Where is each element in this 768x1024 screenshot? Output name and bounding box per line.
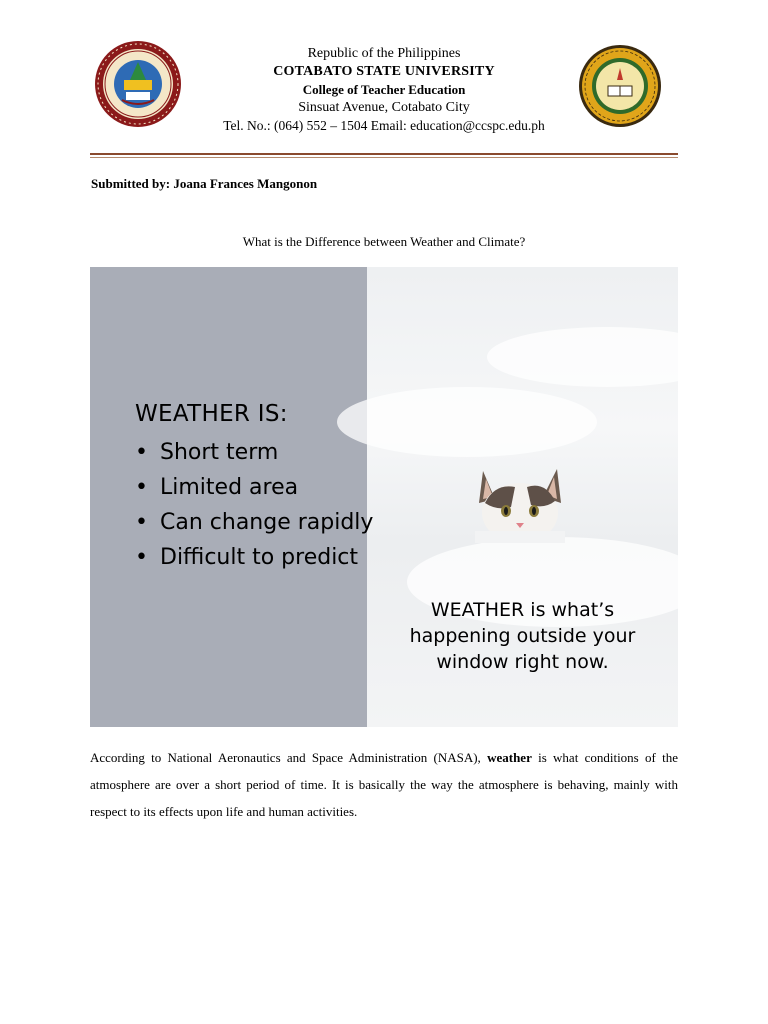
republic-line: Republic of the Philippines xyxy=(307,46,461,61)
slide-bullet-item xyxy=(135,505,373,540)
body-paragraph xyxy=(90,744,678,825)
bullet-text: Difficult to predict xyxy=(160,545,359,570)
slide-caption xyxy=(367,597,678,675)
paragraph-text-start: According to National Aeronautics and Space Administration (NASA), xyxy=(90,750,488,765)
contact-line: Tel. No.: (064) 552 – 1504 Email: education@ccspc.edu.ph xyxy=(223,118,545,133)
university-name: COTABATO STATE UNIVERSITY xyxy=(273,64,495,79)
header-divider-thin xyxy=(90,157,678,158)
bullet-text: Short term xyxy=(160,440,279,465)
bullet-text: Limited area xyxy=(160,475,299,500)
caption-line: WEATHER is what’s xyxy=(430,599,615,621)
slide-bullet-item xyxy=(135,435,373,470)
bullet-text: Can change rapidly xyxy=(160,510,374,535)
paragraph-bold-term: weather xyxy=(487,750,532,765)
submitted-by: Submitted by: Joana Frances Mangonon xyxy=(91,176,318,191)
document-question: What is the Difference between Weather and Climate? xyxy=(242,234,526,249)
letterhead xyxy=(0,0,768,160)
bullet-icon: • xyxy=(135,545,148,570)
weather-slide-image xyxy=(90,267,678,727)
cat-in-snow-icon xyxy=(475,463,565,543)
bullet-icon: • xyxy=(135,510,148,535)
bullet-icon: • xyxy=(135,475,148,500)
slide-bullet-list xyxy=(135,435,373,575)
caption-line: window right now. xyxy=(436,651,609,673)
paragraph-text-end: is what conditions of the atmosphere are over a short period of time. It is basically the way the atmosphere is behaving, mainly with respect to its effects upon life and human activities. xyxy=(90,750,678,819)
college-name: College of Teacher Education xyxy=(302,82,466,97)
slide-bullet-item xyxy=(135,540,373,575)
address-line: Sinsuat Avenue, Cotabato City xyxy=(298,100,470,115)
caption-line: happening outside your xyxy=(409,625,636,647)
header-divider-thick xyxy=(90,153,678,155)
slide-bullet-item xyxy=(135,470,373,505)
slide-heading: WEATHER IS: xyxy=(135,401,288,427)
bullet-icon: • xyxy=(135,440,148,465)
